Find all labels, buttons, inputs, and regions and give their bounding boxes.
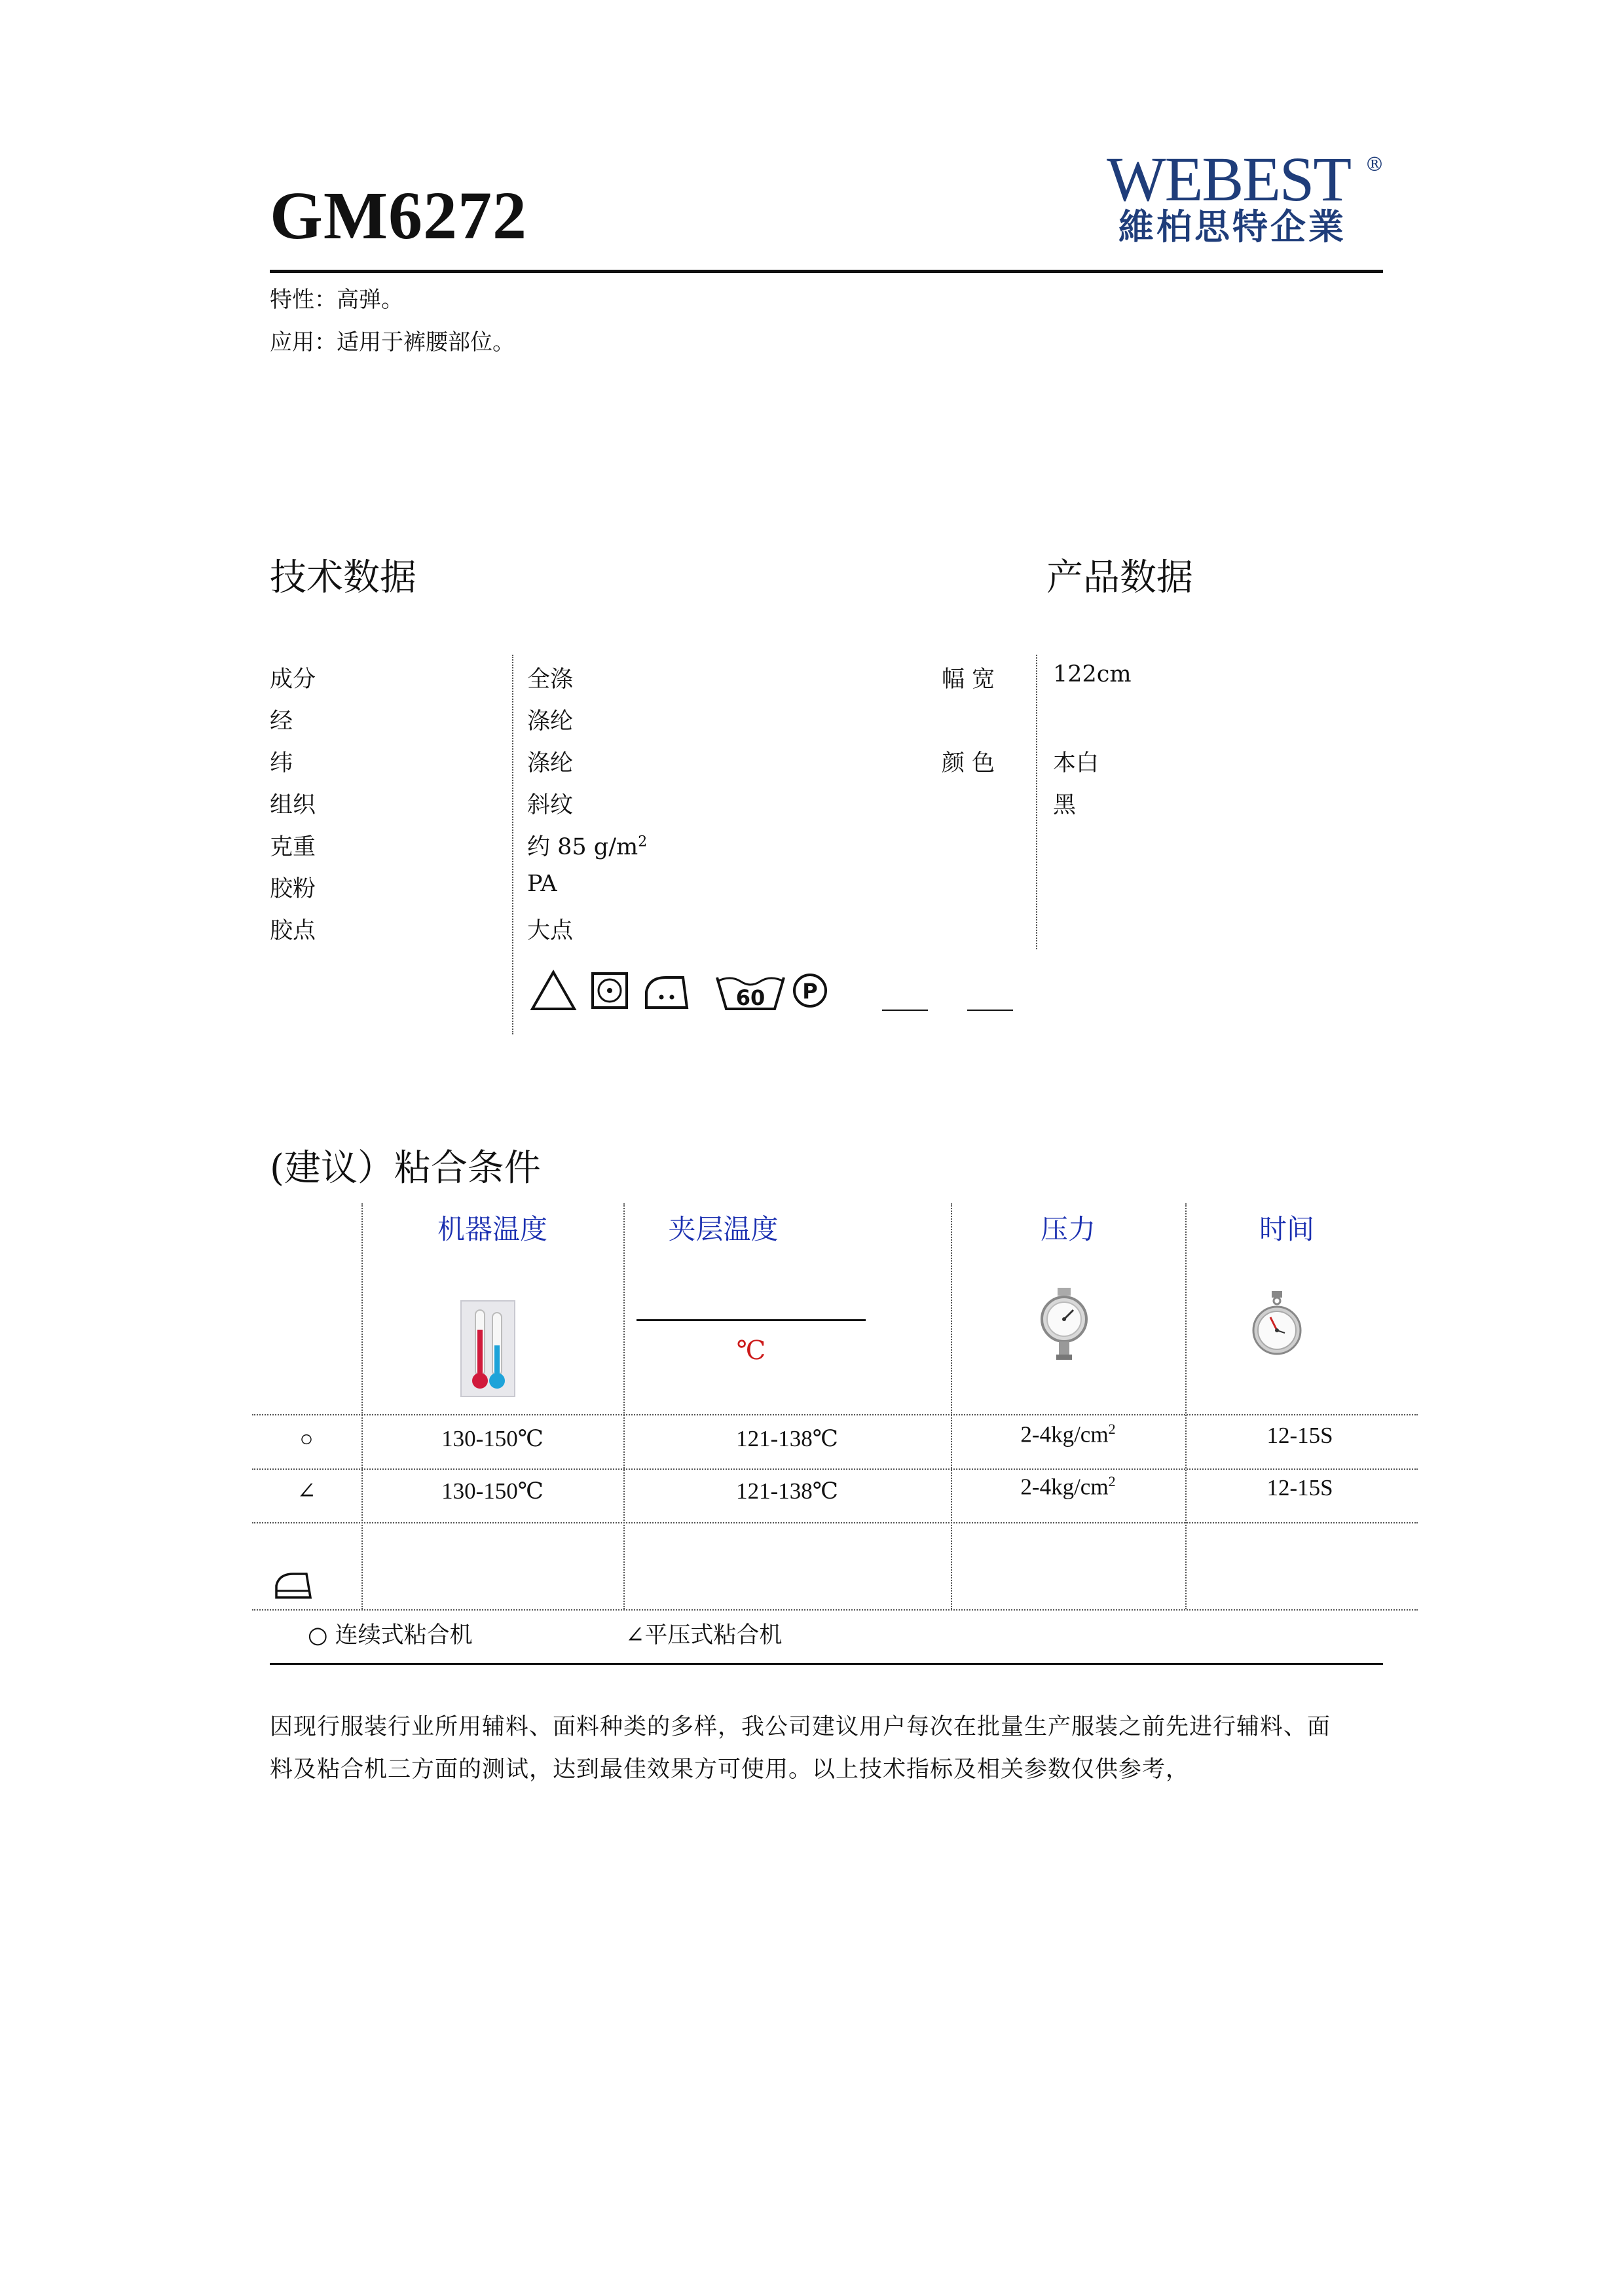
spec-label: 胶粉 — [270, 876, 316, 902]
product-model-title: GM6272 — [270, 178, 528, 253]
spec-value: 全涤 — [527, 666, 574, 693]
wash-60-icon — [717, 977, 784, 1010]
layer-temp-value: 121-138℃ — [736, 1478, 838, 1504]
legend-continuous-machine: ○ 连续式粘合机 — [308, 1622, 473, 1649]
spec-value — [527, 829, 647, 862]
table-row-divider — [252, 1522, 1418, 1523]
usage-text: 应用：适用于裤腰部位。 — [270, 329, 515, 355]
spec-value: 涤纶 — [527, 708, 574, 735]
spec-label: 经 — [270, 708, 293, 735]
layer-temp-unit: ℃ — [736, 1336, 766, 1366]
dryclean-letter: P — [802, 979, 818, 1004]
iron-icon — [274, 1570, 313, 1600]
spec-value: 大点 — [527, 918, 574, 944]
table-column-divider — [1185, 1203, 1187, 1609]
column-header-pressure: 压力 — [1040, 1213, 1096, 1245]
spec-value: 涤纶 — [527, 750, 574, 776]
column-header-machine-temp: 机器温度 — [437, 1213, 547, 1245]
time-value: 12-15S — [1266, 1423, 1333, 1448]
bonding-symbol-flat: ∠ — [297, 1478, 316, 1504]
table-row-divider — [252, 1414, 1418, 1415]
pressure-gauge-icon — [1038, 1286, 1090, 1365]
brand-logo-text: WEBEST — [1107, 144, 1350, 214]
tumble-dry-icon — [593, 974, 627, 1008]
legend-divider — [270, 1663, 1383, 1665]
spec-label: 成分 — [270, 666, 316, 693]
spec-value: 斜纹 — [527, 792, 574, 818]
table-column-divider — [951, 1203, 952, 1609]
feature-text: 特性：高弹。 — [270, 287, 403, 313]
machine-temp-value: 130-150℃ — [441, 1426, 544, 1451]
tech-data-heading: 技术数据 — [270, 556, 416, 599]
disclaimer-line-2: 料及粘合机三方面的测试，达到最佳效果方可使用。以上技术指标及相关参数仅供参考， — [270, 1757, 1190, 1783]
product-column-divider — [1036, 655, 1037, 949]
layer-temp-value: 121-138℃ — [736, 1426, 838, 1451]
stopwatch-icon — [1251, 1290, 1303, 1362]
bonding-symbol-continuous: ○ — [299, 1426, 314, 1451]
spec-label: 克重 — [270, 834, 316, 860]
table-column-divider — [361, 1203, 363, 1609]
brand-logo-chinese: 維柏思特企業 — [1118, 206, 1346, 247]
thermometer-icon — [458, 1300, 517, 1398]
iron-two-dots-icon — [646, 977, 687, 1008]
color-label: 颜 色 — [942, 750, 995, 776]
color-value: 本白 — [1053, 750, 1099, 776]
product-data-heading: 产品数据 — [1046, 556, 1193, 599]
color-value: 黑 — [1053, 792, 1077, 818]
weight-superscript: 2 — [638, 833, 648, 850]
spec-label: 胶点 — [270, 918, 316, 944]
legend-flat-machine: ∠平压式粘合机 — [625, 1622, 783, 1649]
spec-label: 组织 — [270, 792, 316, 818]
care-icons-row — [527, 966, 1018, 1025]
bonding-heading: (建议）粘合条件 — [270, 1147, 541, 1190]
column-header-time: 时间 — [1259, 1213, 1314, 1245]
table-row-divider — [252, 1609, 1418, 1611]
layer-temp-blank-line — [637, 1319, 866, 1321]
spec-label: 纬 — [270, 750, 293, 776]
spec-value: PA — [527, 871, 557, 897]
table-column-divider — [623, 1203, 625, 1609]
registered-mark: ® — [1365, 153, 1384, 176]
pressure-value — [970, 1421, 1166, 1448]
table-row-divider — [252, 1468, 1418, 1470]
width-value: 122cm — [1053, 661, 1132, 687]
pressure-text: 2-4kg/cm — [1020, 1421, 1109, 1448]
tech-column-divider — [512, 655, 513, 1034]
header-divider — [270, 270, 1383, 273]
machine-temp-value: 130-150℃ — [441, 1478, 544, 1504]
pressure-superscript: 2 — [1108, 1421, 1116, 1437]
bleach-triangle-icon — [532, 972, 574, 1009]
pressure-value — [970, 1473, 1166, 1501]
pressure-superscript: 2 — [1108, 1473, 1116, 1489]
disclaimer-line-1: 因现行服装行业所用辅料、面料种类的多样，我公司建议用户每次在批量生产服装之前先进行辅料、面 — [270, 1714, 1331, 1740]
column-header-layer-temp: 夹层温度 — [668, 1213, 779, 1245]
width-label: 幅 宽 — [942, 666, 995, 693]
time-value: 12-15S — [1266, 1475, 1333, 1501]
wash-temp-label: 60 — [735, 985, 766, 1010]
dryclean-p-icon — [794, 975, 826, 1006]
pressure-text: 2-4kg/cm — [1020, 1474, 1109, 1500]
weight-value: 约 85 g/m — [527, 834, 638, 860]
